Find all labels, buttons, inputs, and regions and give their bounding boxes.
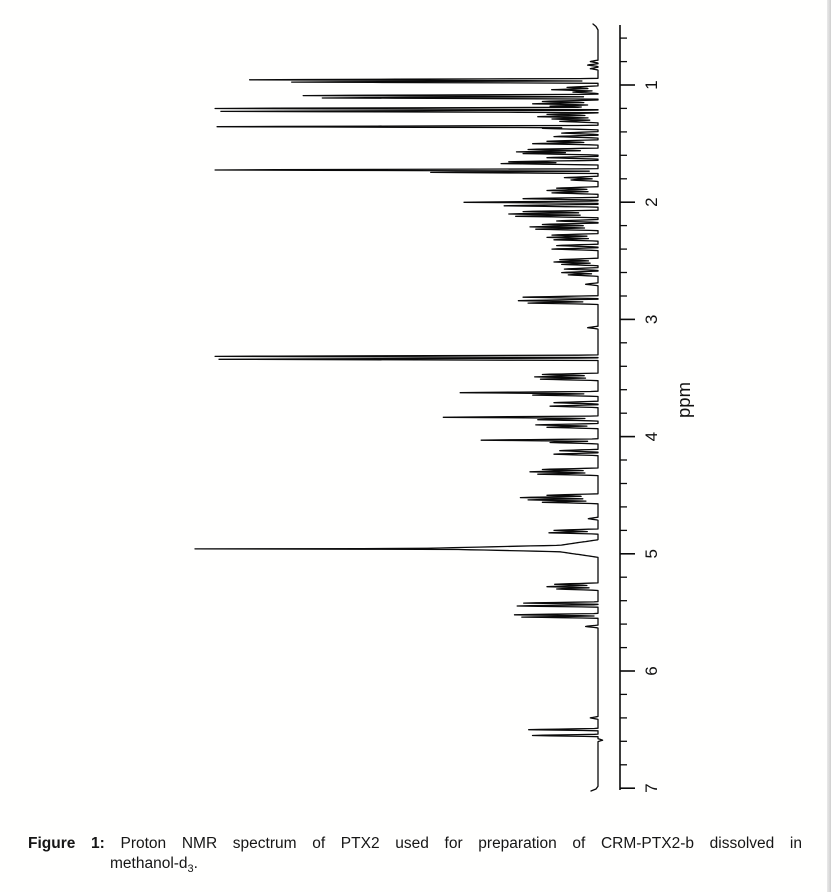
caption-text-2: methanol-d	[110, 855, 188, 872]
nmr-trace	[195, 24, 603, 791]
caption-period: .	[193, 855, 198, 872]
tick-label: 1	[642, 80, 661, 90]
figure-caption	[28, 834, 802, 874]
figure-label: Figure 1:	[28, 835, 105, 852]
tick-label: 2	[642, 197, 661, 207]
tick-label: 5	[642, 549, 661, 559]
tick-label: 4	[642, 431, 661, 442]
caption-subscript: 3	[187, 863, 194, 876]
caption-line-1	[28, 834, 802, 854]
tick-label: 6	[642, 666, 661, 676]
scan-edge-strip	[827, 0, 831, 892]
caption-text: Proton NMR spectrum of PTX2 used for preparation of CRM-PTX2-b dissolved in	[120, 835, 802, 852]
tick-label: 7	[642, 783, 661, 793]
caption-line-2	[110, 854, 802, 874]
ppm-axis-label: ppm	[673, 382, 694, 418]
tick-label: 3	[642, 314, 661, 325]
